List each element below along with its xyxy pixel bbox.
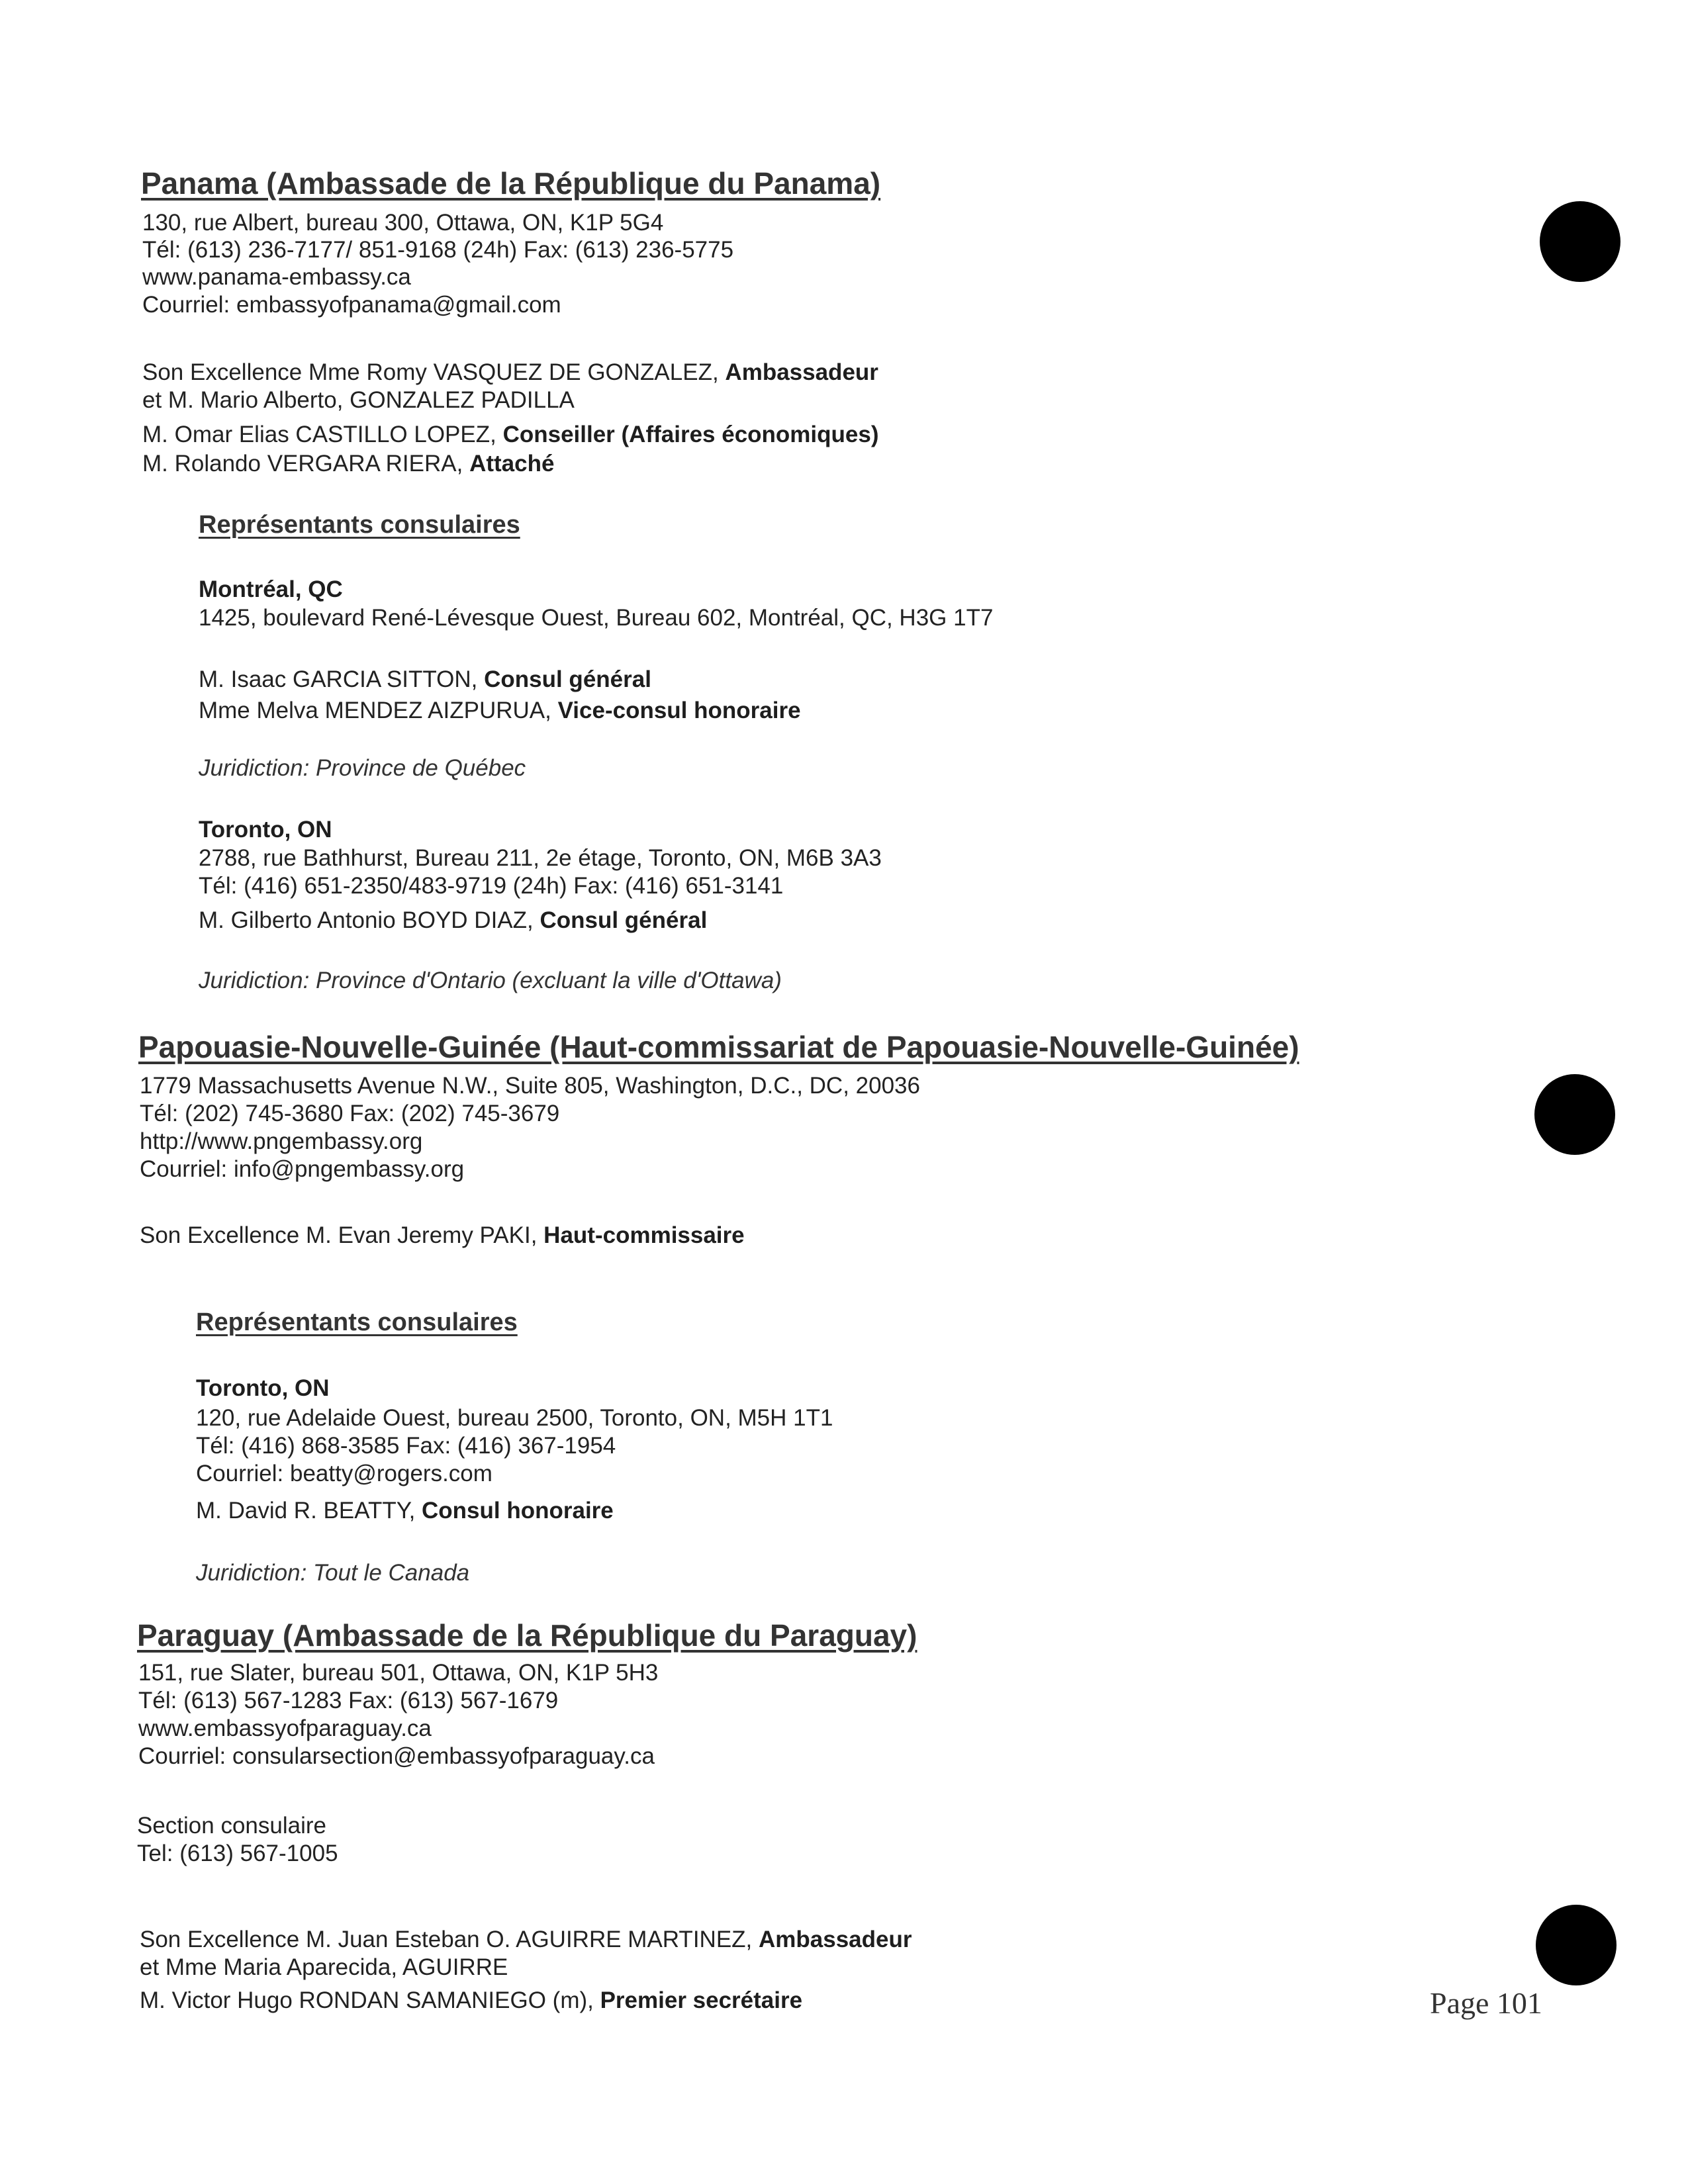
png-tel: Tél: (202) 745-3680 Fax: (202) 745-3679	[140, 1101, 560, 1126]
staff-line	[199, 907, 707, 934]
staff-line	[140, 1987, 802, 2015]
punch-hole	[1536, 1905, 1617, 1985]
office-tel-toronto: Tél: (416) 868-3585 Fax: (416) 367-1954	[196, 1433, 616, 1459]
staff-title: Premier secrétaire	[600, 1987, 803, 2013]
staff-name: M. Gilberto Antonio BOYD DIAZ,	[199, 907, 540, 933]
staff-title: Consul général	[539, 907, 708, 933]
section-heading-panama: Panama (Ambassade de la République du Panama)	[141, 166, 881, 201]
staff-line	[199, 666, 651, 694]
staff-line	[142, 359, 878, 387]
staff-title: Consul honoraire	[422, 1498, 614, 1524]
staff-line	[196, 1497, 614, 1525]
staff-line	[140, 1926, 912, 1954]
staff-name: Mme Melva MENDEZ AIZPURUA,	[199, 698, 558, 723]
office-email-toronto: Courriel: beatty@rogers.com	[196, 1461, 492, 1486]
png-address: 1779 Massachusetts Avenue N.W., Suite 805, Washington, D.C., DC, 20036	[140, 1073, 920, 1099]
staff-line	[140, 1222, 745, 1250]
office-tel-toronto: Tél: (416) 651-2350/483-9719 (24h) Fax: (416) 651-3141	[199, 873, 784, 899]
staff-name: M. Rolando VERGARA RIERA,	[142, 451, 470, 477]
panama-email: Courriel: embassyofpanama@gmail.com	[142, 292, 561, 318]
section-heading-png: Papouasie-Nouvelle-Guinée (Haut-commissariat de Papouasie-Nouvelle-Guinée)	[138, 1030, 1299, 1064]
staff-name: Son Excellence M. Evan Jeremy PAKI,	[140, 1222, 544, 1248]
consular-section-label: Section consulaire	[137, 1813, 326, 1839]
paraguay-tel: Tél: (613) 567-1283 Fax: (613) 567-1679	[138, 1688, 559, 1713]
section-heading-paraguay: Paraguay (Ambassade de la République du Paraguay)	[137, 1618, 917, 1653]
staff-name: et Mme Maria Aparecida, AGUIRRE	[140, 1954, 508, 1980]
staff-name: et M. Mario Alberto, GONZALEZ PADILLA	[142, 387, 575, 413]
staff-name: M. David R. BEATTY,	[196, 1498, 422, 1524]
staff-line	[142, 421, 879, 449]
office-city-montreal: Montréal, QC	[199, 576, 343, 602]
staff-line	[142, 450, 554, 478]
paraguay-email: Courriel: consularsection@embassyofparaguay.ca	[138, 1743, 655, 1769]
office-address-toronto: 120, rue Adelaide Ouest, bureau 2500, Toronto, ON, M5H 1T1	[196, 1405, 833, 1431]
staff-title: Haut-commissaire	[543, 1222, 745, 1248]
consular-heading-png: Représentants consulaires	[196, 1308, 518, 1336]
staff-title: Consul général	[484, 666, 651, 692]
punch-hole	[1534, 1074, 1615, 1155]
panama-website: www.panama-embassy.ca	[142, 264, 411, 290]
staff-name: Son Excellence Mme Romy VASQUEZ DE GONZALEZ,	[142, 359, 726, 385]
office-city-toronto: Toronto, ON	[196, 1375, 330, 1401]
staff-title: Conseiller (Affaires économiques)	[502, 422, 879, 447]
jurisdiction-png: Juridiction: Tout le Canada	[196, 1560, 470, 1586]
paraguay-address: 151, rue Slater, bureau 501, Ottawa, ON, K1P 5H3	[138, 1660, 659, 1686]
staff-title: Attaché	[469, 451, 555, 477]
office-city-toronto: Toronto, ON	[199, 817, 332, 842]
staff-line	[140, 1954, 508, 1981]
panama-tel: Tél: (613) 236-7177/ 851-9168 (24h) Fax: (613) 236-5775	[142, 237, 734, 263]
png-website: http://www.pngembassy.org	[140, 1128, 423, 1154]
staff-name: M. Omar Elias CASTILLO LOPEZ,	[142, 422, 503, 447]
consular-heading-panama: Représentants consulaires	[199, 511, 520, 539]
paraguay-website: www.embassyofparaguay.ca	[138, 1715, 432, 1741]
punch-hole	[1540, 201, 1620, 282]
png-email: Courriel: info@pngembassy.org	[140, 1156, 465, 1182]
staff-title: Vice-consul honoraire	[557, 698, 801, 723]
office-address-montreal: 1425, boulevard René-Lévesque Ouest, Bureau 602, Montréal, QC, H3G 1T7	[199, 605, 994, 631]
panama-address: 130, rue Albert, bureau 300, Ottawa, ON, K1P 5G4	[142, 210, 664, 236]
staff-name: M. Isaac GARCIA SITTON,	[199, 666, 485, 692]
staff-name: M. Victor Hugo RONDAN SAMANIEGO (m),	[140, 1987, 600, 2013]
staff-line	[199, 697, 801, 725]
staff-line	[142, 387, 575, 414]
staff-name: Son Excellence M. Juan Esteban O. AGUIRRE MARTINEZ,	[140, 1927, 759, 1952]
page-number: Page 101	[1430, 1986, 1542, 2020]
consular-section-tel: Tel: (613) 567-1005	[137, 1841, 338, 1866]
staff-title: Ambassadeur	[725, 359, 878, 385]
staff-title: Ambassadeur	[759, 1927, 912, 1952]
jurisdiction-montreal: Juridiction: Province de Québec	[199, 755, 526, 781]
jurisdiction-toronto: Juridiction: Province d'Ontario (excluant la ville d'Ottawa)	[199, 968, 782, 993]
office-address-toronto: 2788, rue Bathhurst, Bureau 211, 2e étage, Toronto, ON, M6B 3A3	[199, 845, 882, 871]
